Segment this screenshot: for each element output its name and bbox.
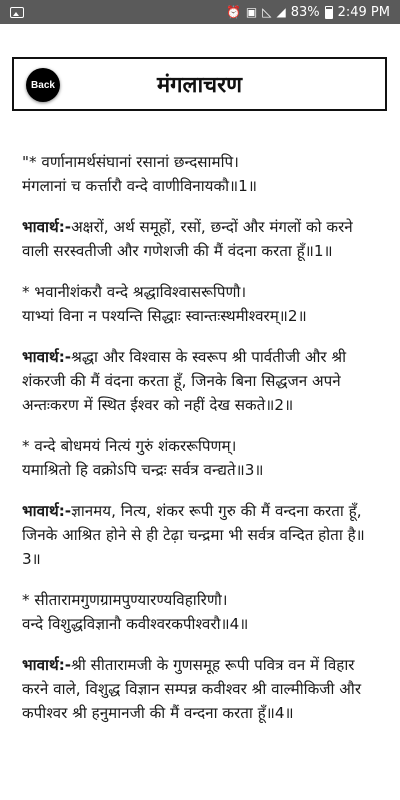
meaning-text: अक्षरों, अर्थ समूहों, रसों, छन्दों और मंगलों को करने वाली सरस्वतीजी और गणेशजी की मैं वंदना करता हूँ॥1॥ bbox=[22, 218, 353, 260]
meaning-text: ज्ञानमय, नित्य, शंकर रूपी गुरु की मैं वन्दना करता हूँ, जिनके आश्रित होने से ही टेढ़ा चन्द्रमा भी सर्वत्र वन्दित होता है॥3॥ bbox=[22, 502, 365, 568]
page-title: मंगलाचरण bbox=[156, 73, 243, 98]
battery-percent: 83% bbox=[290, 4, 320, 20]
meaning-label: भावार्थ:- bbox=[22, 502, 72, 520]
battery-icon bbox=[325, 6, 333, 19]
meaning-4 bbox=[22, 653, 380, 725]
alarm-icon: ⏰ bbox=[225, 5, 241, 19]
verse-1: "* वर्णानामर्थसंघानां रसानां छन्दसामपि। मंगलानां च कर्त्तारौ वन्दे वाणीविनायकौ॥1॥ bbox=[22, 153, 257, 195]
meaning-1 bbox=[22, 215, 380, 263]
title-bar bbox=[12, 57, 387, 111]
signal-icon: ◢ bbox=[276, 5, 286, 19]
no-signal-icon: ◺ bbox=[262, 5, 272, 19]
meaning-text: श्रद्धा और विश्वास के स्वरूप श्री पार्वतीजी और श्री शंकरजी की मैं वंदना करता हूँ, जिनके बिना सिद्धजन अपने अन्तःकरण में स्थित ईश्वर को नहीं देख सकते॥2॥ bbox=[22, 348, 347, 414]
meaning-label: भावार्थ:- bbox=[22, 218, 72, 236]
status-bar bbox=[0, 0, 400, 24]
verse-4: * सीतारामगुणग्रामपुण्यारण्यविहारिणौ। वन्दे विशुद्धविज्ञानौ कवीश्वरकपीश्वरौ॥4॥ bbox=[22, 591, 249, 633]
meaning-2 bbox=[22, 345, 380, 417]
content-area bbox=[22, 150, 380, 742]
gallery-icon bbox=[10, 7, 24, 18]
meaning-3 bbox=[22, 499, 380, 571]
verse-2: * भवानीशंकरौ वन्दे श्रद्धाविश्वासरूपिणौ। याभ्यां विना न पश्यन्ति सिद्धाः स्वान्तःस्थमीश्वरम्‌॥2॥ bbox=[22, 283, 307, 325]
meaning-text: श्री सीतारामजी के गुणसमूह रूपी पवित्र वन में विहार करने वाले, विशुद्ध विज्ञान सम्पन्न कवीश्वर श्री वाल्मीकिजी और कपीश्वर श्री हनुमानजी की मैं वन्दना करता हूँ॥4॥ bbox=[22, 656, 362, 722]
meaning-label: भावार्थ:- bbox=[22, 656, 72, 674]
meaning-label: भावार्थ:- bbox=[22, 348, 72, 366]
back-button[interactable]: Back bbox=[26, 68, 60, 102]
clock: 2:49 PM bbox=[337, 4, 390, 20]
verse-3: * वन्दे बोधमयं नित्यं गुरुं शंकररूपिणम्‌। यमाश्रितो हि वक्रोऽपि चन्द्रः सर्वत्र वन्द्यते॥3॥ bbox=[22, 437, 264, 479]
sim-icon: ▣ bbox=[245, 5, 258, 19]
